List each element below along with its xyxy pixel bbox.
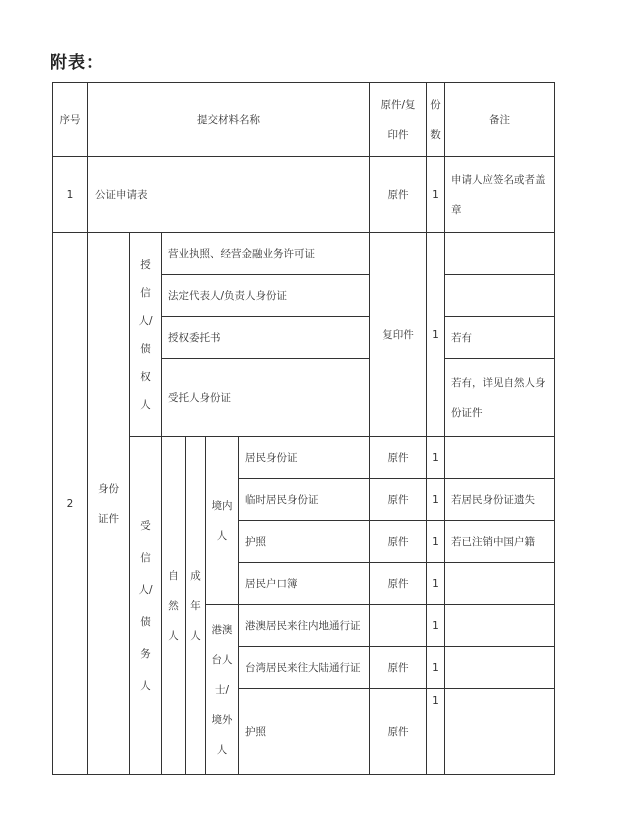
trustee-label: 受 信 人/ 债 务 人: [130, 437, 162, 775]
trustee-remark: [445, 563, 555, 605]
grantor-item: 营业执照、经营金融业务许可证: [162, 233, 370, 275]
row1-count: 1: [427, 157, 445, 233]
grantor-count: 1: [427, 233, 445, 437]
table-header-row: [53, 83, 555, 157]
trustee-remark: [445, 647, 555, 689]
header-type: 原件/复 印件: [370, 83, 427, 157]
trustee-count: 1: [427, 689, 445, 775]
trustee-item: 护照: [239, 689, 370, 775]
natural-person-label: 自 然 人: [162, 437, 186, 775]
trustee-type: [370, 605, 427, 647]
trustee-item: 居民户口簿: [239, 563, 370, 605]
trustee-type: 原件: [370, 647, 427, 689]
trustee-count: 1: [427, 647, 445, 689]
trustee-item: 港澳居民来往内地通行证: [239, 605, 370, 647]
adult-label: 成 年 人: [186, 437, 206, 775]
row1-material: 公证申请表: [88, 157, 370, 233]
trustee-item: 护照: [239, 521, 370, 563]
grantor-label: 授 信 人/ 债 权 人: [130, 233, 162, 437]
page-title: 附表：: [50, 53, 104, 73]
grantor-item: 法定代表人/负责人身份证: [162, 275, 370, 317]
trustee-type: 原件: [370, 521, 427, 563]
grantor-remark: 若有: [445, 317, 555, 359]
trustee-item: 居民身份证: [239, 437, 370, 479]
grantor-item: 授权委托书: [162, 317, 370, 359]
trustee-item: 台湾居民来往大陆通行证: [239, 647, 370, 689]
trustee-remark: [445, 689, 555, 775]
trustee-remark: [445, 437, 555, 479]
domestic-label: 境内 人: [206, 437, 239, 605]
trustee-remark: 若居民身份证遗失: [445, 479, 555, 521]
row1-type: 原件: [370, 157, 427, 233]
row1-seq: 1: [53, 157, 88, 233]
table-row: [53, 233, 555, 275]
header-material: 提交材料名称: [88, 83, 370, 157]
trustee-count: 1: [427, 563, 445, 605]
row2-seq: 2: [53, 233, 88, 775]
trustee-remark: [445, 605, 555, 647]
trustee-type: 原件: [370, 479, 427, 521]
trustee-remark: 若已注销中国户籍: [445, 521, 555, 563]
grantor-remark: [445, 275, 555, 317]
trustee-type: 原件: [370, 563, 427, 605]
trustee-type: 原件: [370, 689, 427, 775]
trustee-count: 1: [427, 479, 445, 521]
row2-category: 身份 证件: [88, 233, 130, 775]
grantor-item: 受托人身份证: [162, 359, 370, 437]
grantor-remark: 若有，详见自然人身 份证件: [445, 359, 555, 437]
trustee-type: 原件: [370, 437, 427, 479]
trustee-item: 临时居民身份证: [239, 479, 370, 521]
materials-table: [52, 82, 555, 775]
header-seq: 序号: [53, 83, 88, 157]
table-row: [53, 157, 555, 233]
trustee-count: 1: [427, 521, 445, 563]
grantor-type: 复印件: [370, 233, 427, 437]
trustee-count: 1: [427, 437, 445, 479]
grantor-remark: [445, 233, 555, 275]
header-remark: 备注: [445, 83, 555, 157]
trustee-count: 1: [427, 605, 445, 647]
foreign-label: 港澳 台人 士/ 境外 人: [206, 605, 239, 775]
header-count: 份 数: [427, 83, 445, 157]
row1-remark: 申请人应签名或者盖 章: [445, 157, 555, 233]
